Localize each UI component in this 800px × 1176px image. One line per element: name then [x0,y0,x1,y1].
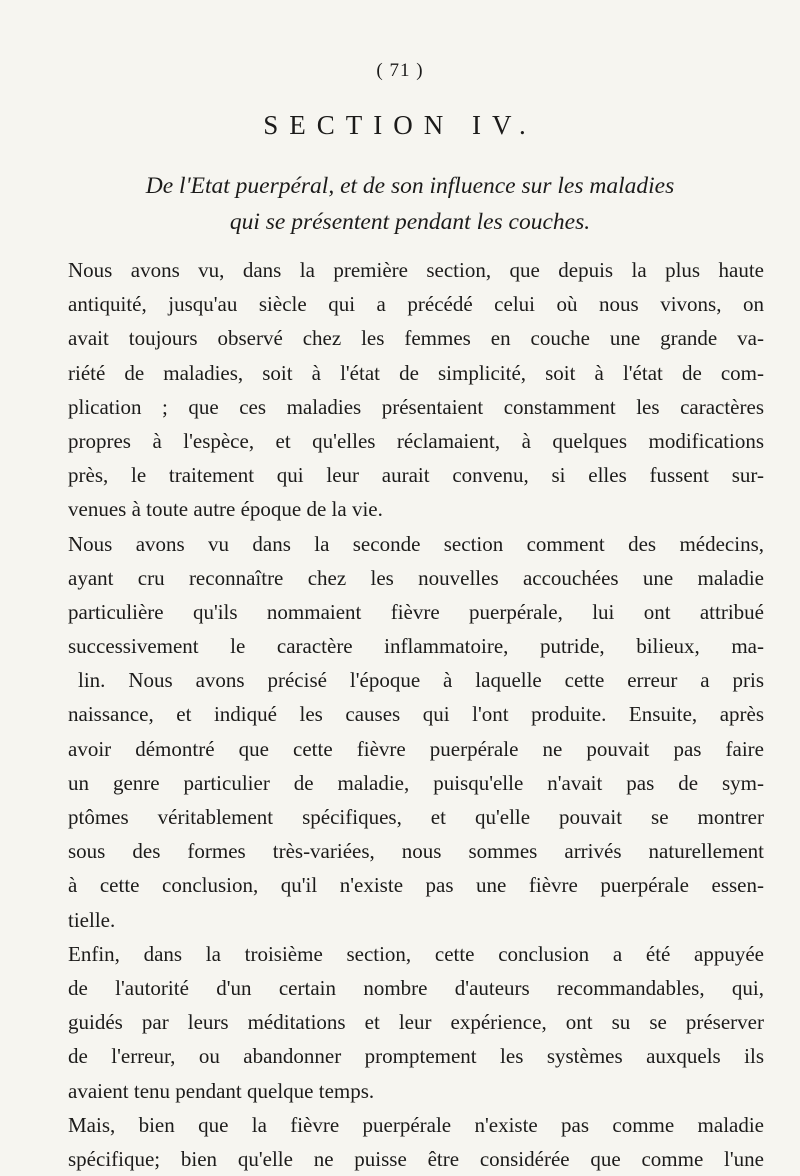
text-line: Nous avons vu dans la seconde section comment des médecins, [68,531,764,556]
text-line: lin. Nous avons précisé l'époque à laquelle cette erreur a pris [78,668,764,693]
text-line: successivement le caractère inflammatoire, putride, bilieux, ma- [68,634,764,659]
text-line: avoir démontré que cette fièvre puerpérale ne pouvait pas faire [68,736,764,761]
text-line: à cette conclusion, qu'il n'existe pas une fièvre puerpérale essen- [68,873,764,898]
text-line: un genre particulier de maladie, puisqu'elle n'avait pas de sym- [68,770,764,795]
section-heading: SECTION IV. [263,110,537,140]
text-line: plication ; que ces maladies présentaient constamment les caractères [68,394,764,419]
text-line: de l'erreur, ou abandonner promptement les systèmes auxquels ils [68,1044,764,1069]
text-line: Mais, bien que la fièvre puerpérale n'existe pas comme maladie [68,1112,764,1137]
text-line: spécifique; bien qu'elle ne puisse être considérée que comme l'une [68,1146,764,1171]
text-line: riété de maladies, soit à l'état de simplicité, soit à l'état de com- [68,360,764,385]
subtitle-line: qui se présentent pendant les couches. [229,209,591,235]
section-subtitle [130,168,690,240]
text-line: sous des formes très-variées, nous sommes arrivés naturellement [68,839,764,864]
text-line: naissance, et indiqué les causes qui l'ont produite. Ensuite, après [68,702,764,727]
text-line: de l'autorité d'un certain nombre d'auteurs recommandables, qui, [68,975,764,1000]
text-line: propres à l'espèce, et qu'elles réclamaient, à quelques modifications [68,428,764,453]
text-line: ptômes véritablement spécifiques, et qu'elle pouvait se montrer [68,805,764,829]
text-line: tielle. [68,907,116,932]
subtitle-line: De l'Etat puerpéral, et de son influence sur les maladies [145,173,675,199]
text-line: avaient tenu pendant quelque temps. [68,1078,375,1103]
text-line: Enfin, dans la troisième section, cette conclusion a été appuyée [68,941,764,966]
text-line: guidés par leurs méditations et leur expérience, ont su se préserver [68,1010,764,1035]
text-line: venues à toute autre époque de la vie. [68,497,383,522]
text-line: avait toujours observé chez les femmes en couche une grande va- [68,326,764,351]
text-line: antiquité, jusqu'au siècle qui a précédé celui où nous vivons, on [68,292,764,317]
text-line: ayant cru reconnaître chez les nouvelles accouchées une maladie [68,565,764,590]
page-number: ( 71 ) [376,60,424,81]
body-text [68,253,764,1176]
text-line: Nous avons vu, dans la première section, que depuis la plus haute [68,258,764,282]
text-line: près, le traitement qui leur aurait convenu, si elles fussent sur- [68,463,764,488]
text-line: particulière qu'ils nommaient fièvre puerpérale, lui ont attribué [68,599,764,624]
